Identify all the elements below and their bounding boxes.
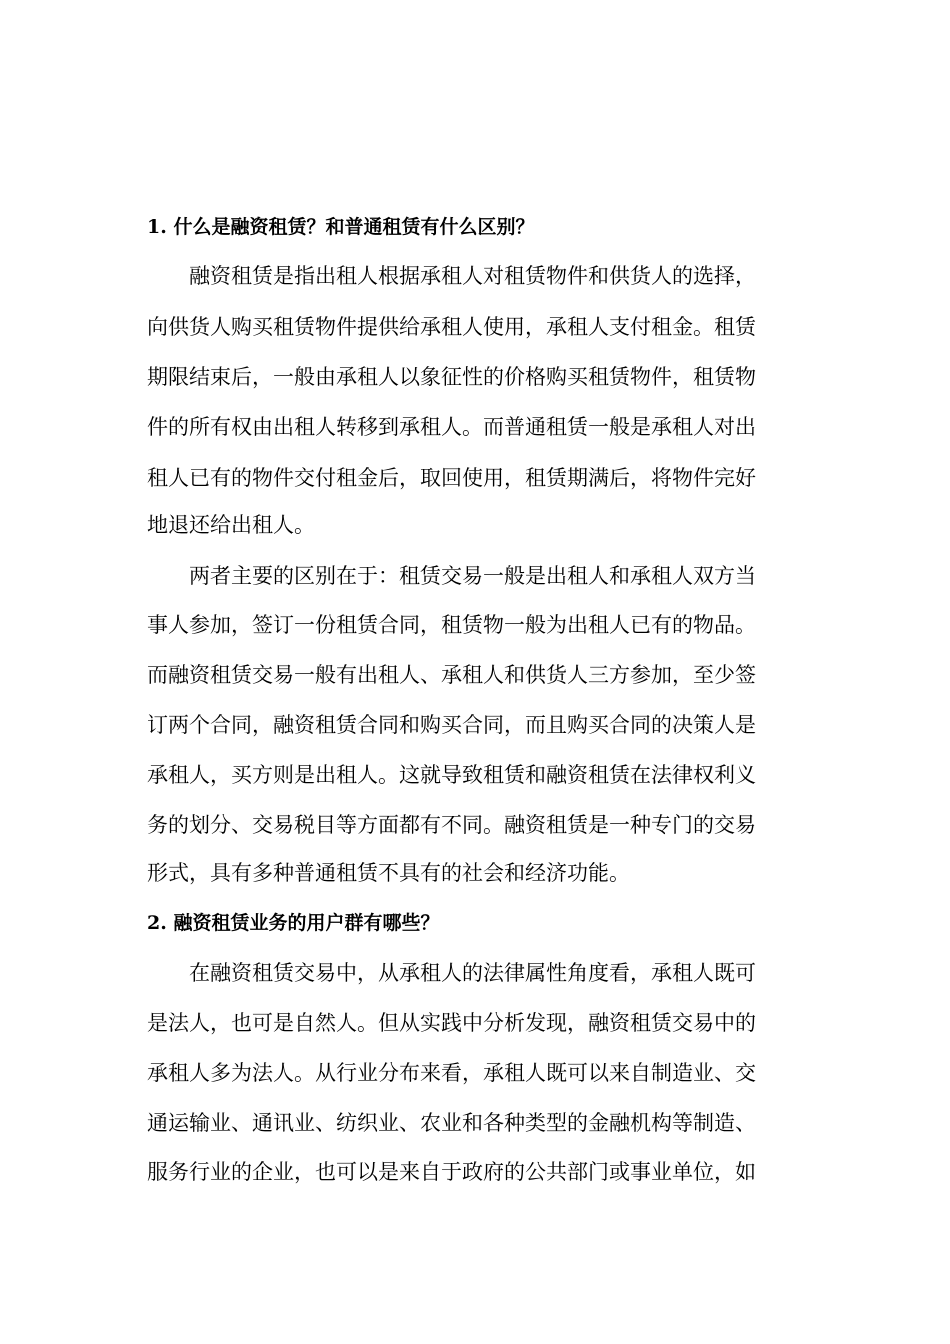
paragraph-line: 融资租赁是指出租人根据承租人对租赁物件和供货人的选择， xyxy=(189,264,756,288)
paragraph-line: 是法人，也可是自然人。但从实践中分析发现，融资租赁交易中的 xyxy=(147,1011,756,1035)
paragraph-line: 件的所有权由出租人转移到承租人。而普通租赁一般是承租人对出 xyxy=(147,415,756,439)
paragraph-line: 而融资租赁交易一般有出租人、承租人和供货人三方参加，至少签 xyxy=(147,663,756,687)
paragraph-line: 承租人，买方则是出租人。这就导致租赁和融资租赁在法律权利义 xyxy=(147,763,756,787)
paragraph-line: 订两个合同，融资租赁合同和购买合同，而且购买合同的决策人是 xyxy=(147,713,756,737)
section-2-heading: 2. 融资租赁业务的用户群有哪些？ xyxy=(147,912,440,934)
paragraph-line: 承租人多为法人。从行业分布来看，承租人既可以来自制造业、交 xyxy=(147,1061,756,1085)
paragraph-line: 务的划分、交易税目等方面都有不同。融资租赁是一种专门的交易 xyxy=(147,813,756,837)
paragraph-line: 期限结束后，一般由承租人以象征性的价格购买租赁物件，租赁物 xyxy=(147,365,756,389)
paragraph-line: 在融资租赁交易中，从承租人的法律属性角度看，承租人既可 xyxy=(189,961,756,985)
paragraph-line: 向供货人购买租赁物件提供给承租人使用，承租人支付租金。租赁 xyxy=(147,315,756,339)
paragraph-line: 两者主要的区别在于：租赁交易一般是出租人和承租人双方当 xyxy=(189,564,756,588)
paragraph-line: 服务行业的企业，也可以是来自于政府的公共部门或事业单位，如 xyxy=(147,1160,756,1184)
paragraph-line: 地退还给出租人。 xyxy=(147,513,315,537)
section-1-heading: 1. 什么是融资租赁？和普通租赁有什么区别？ xyxy=(147,216,535,238)
paragraph-line: 租人已有的物件交付租金后，取回使用，租赁期满后，将物件完好 xyxy=(147,466,756,490)
paragraph-line: 事人参加，签订一份租赁合同，租赁物一般为出租人已有的物品。 xyxy=(147,613,756,637)
paragraph-line: 通运输业、通讯业、纺织业、农业和各种类型的金融机构等制造、 xyxy=(147,1111,756,1135)
paragraph-line: 形式，具有多种普通租赁不具有的社会和经济功能。 xyxy=(147,861,630,885)
